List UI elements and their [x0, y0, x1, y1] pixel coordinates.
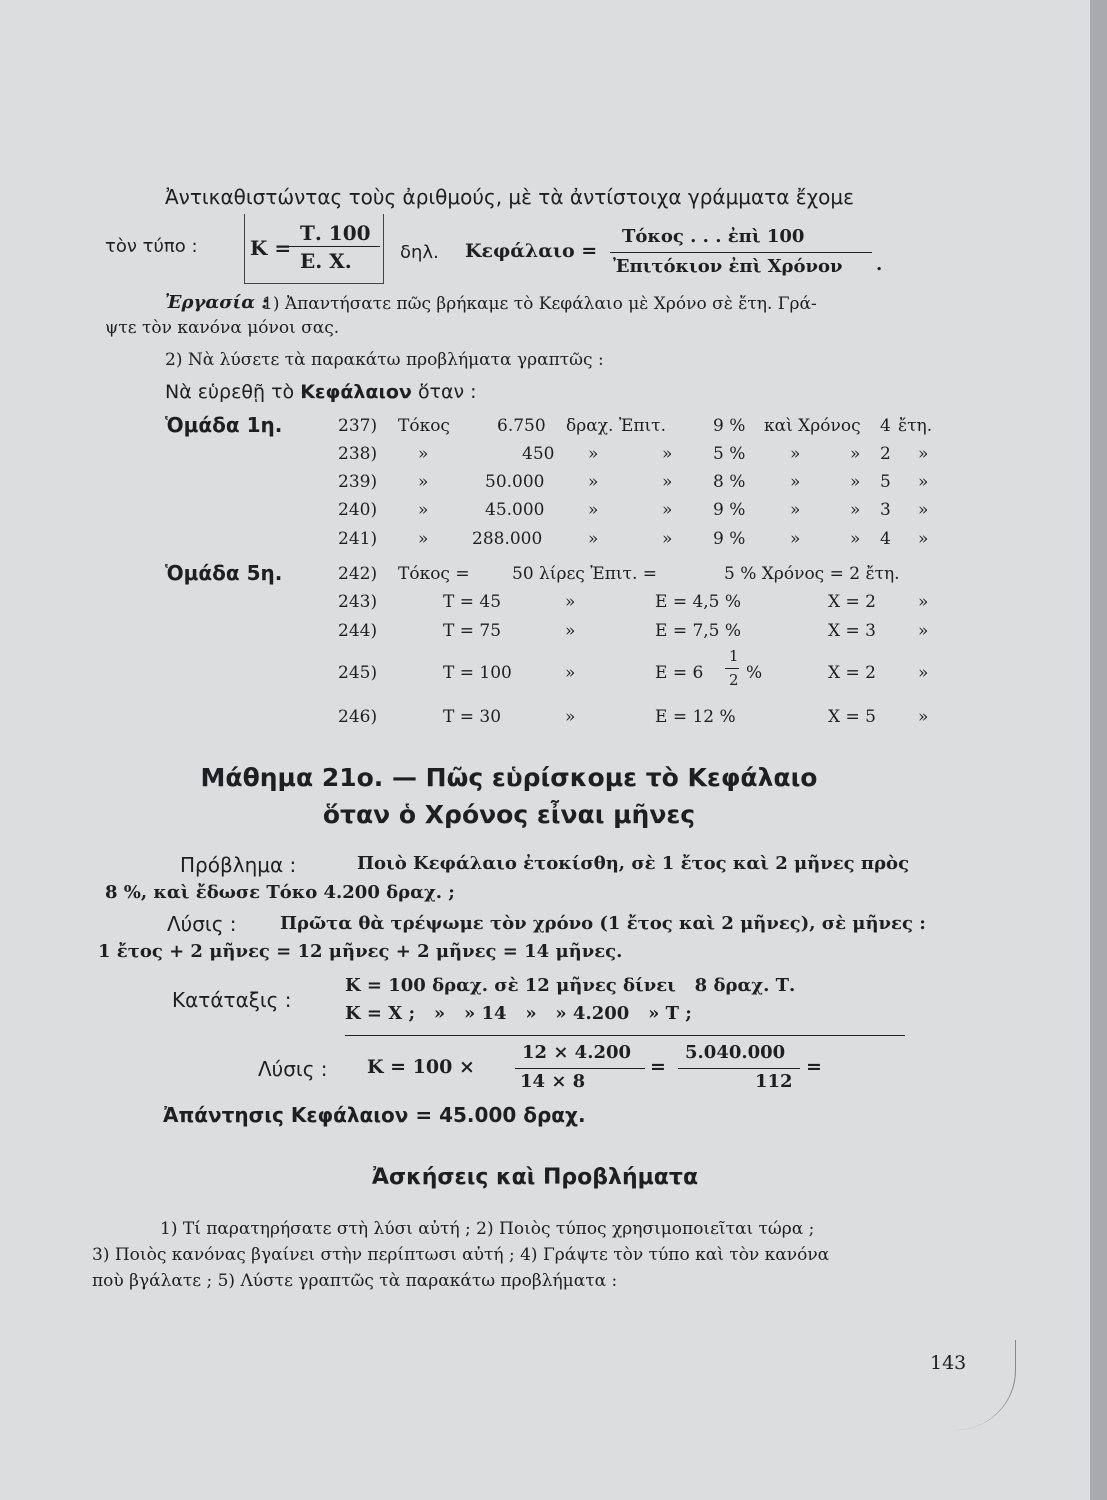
formula-box-denominator: Ε. Χ. — [300, 249, 352, 273]
arrangement-row-1: Κ = 100 δραχ. σὲ 12 μῆνες δίνει 8 δραχ. Τ. — [345, 975, 796, 996]
solution2-lhs: Κ = 100 × — [367, 1056, 475, 1078]
task-label: Ἐργασία : — [165, 292, 268, 313]
solution1-line-1: Πρῶτα θὰ τρέψωμε τὸν χρόνο (1 ἔτος καὶ 2 μῆνες), σὲ μῆνες : — [280, 913, 926, 934]
solution2-label: Λύσις : — [258, 1057, 328, 1081]
exercises-line-2: 3) Ποιὸς κανόνας βγαίνει στὴν περίπτωσι αὐτή ; 4) Γράψτε τὸν τύπο καὶ τὸν κανόνα — [92, 1245, 830, 1265]
problem-label: Πρόβλημα : — [180, 853, 297, 877]
group1-label: Ὁμάδα 1η. — [165, 413, 283, 437]
formula-denominator: Ἐπιτόκιον ἐπὶ Χρόνον — [613, 256, 843, 277]
answer: Ἀπάντησις Κεφάλαιον = 45.000 δραχ. — [163, 1103, 586, 1127]
problem-line-2: 8 %, καὶ ἔδωσε Τόκο 4.200 δραχ. ; — [105, 882, 455, 903]
exercises-title: Ἀσκήσεις καὶ Προβλήματα — [371, 1165, 699, 1190]
solution2-frac1-bar — [515, 1068, 645, 1069]
formula-box-k: Κ = — [250, 236, 292, 260]
solution2-frac1-denominator: 14 × 8 — [520, 1071, 586, 1092]
task-line-1: 1) Ἀπαντήσατε πῶς βρήκαμε τὸ Κεφάλαιο μὲ Χρόνο σὲ ἔτη. Γρά- — [262, 294, 817, 314]
formula-prefix: τὸν τύπο : — [105, 236, 198, 257]
solution1-label: Λύσις : — [167, 912, 237, 936]
formula-box-right — [383, 214, 384, 284]
task-line-4: Νὰ εὑρεθῇ τὸ Κεφάλαιον ὅταν : — [165, 381, 477, 403]
formula-box-numerator: Τ. 100 — [300, 221, 371, 245]
problem-line-1: Ποιὸ Κεφάλαιο ἐτοκίσθη, σὲ 1 ἔτος καὶ 2 μῆνες πρὸς — [357, 853, 910, 874]
intro-line: Ἀντικαθιστώντας τοὺς ἀριθμούς, μὲ τὰ ἀντίστοιχα γράμματα ἔχομε — [165, 185, 854, 209]
page-curl-mark — [955, 1340, 1016, 1430]
formula-box-bottom — [244, 283, 383, 284]
formula-box-fraction-bar — [288, 246, 380, 247]
task-line-3: 2) Νὰ λύσετε τὰ παρακάτω προβλήματα γραπτῶς : — [165, 350, 604, 370]
solution2-frac2-denominator: 112 — [755, 1071, 793, 1092]
formula-box-left — [244, 214, 245, 284]
exercises-line-1: 1) Τί παρατηρήσατε στὴ λύσι αὐτή ; 2) Ποιὸς τύπος χρησιμοποιεῖται τώρα ; — [160, 1219, 815, 1239]
solution2-eq-1: = — [650, 1056, 666, 1078]
book-page: Ἀντικαθιστώντας τοὺς ἀριθμούς, μὲ τὰ ἀντίστοιχα γράμματα ἔχομε τὸν τύπο : Κ = Τ. 100 Ε. Χ. δηλ. Κεφάλαιο = Τόκος . . . ἐπὶ 100 Ἐπιτόκιον ἐπὶ Χρόνον . Ἐργασία : 1) Ἀπαντήσατε πῶς βρήκαμε τὸ Κεφάλαιο μὲ Χρόνο σὲ ἔτη. Γρά- ψτε τὸν κανόνα μόνοι σας. 2) Νὰ λύσετε τὰ παρακάτω προβλήματα γραπτῶς : Νὰ εὑρεθῇ τὸ Κεφάλαιον ὅταν : Ὁμάδα 1η. 237) Τόκος 6.750 δραχ. Ἐπιτ. 9 % καὶ Χρόνος 4 ἔτη. 238) » 450 » » 5 % » » 2 » 239) » 50.000 » » 8 % » » 5 » 240) » 45.000 » » 9 % » » 3 » 241) » 288.000 » » 9 % » » 4 » Ὁμάδα 5η. 242) Τόκος = 50 λίρες Ἐπιτ. = 5 % Χρόνος = 2 ἔτη. 243) Τ = 45 » Ε = 4,5 % Χ = 2 » 244) Τ = 75 » Ε = 7,5 % Χ = 3 » 245) Τ = 100 » Ε = 6 1 2 % Χ = 2 » 246) Τ = 30 » Ε = 12 % Χ = 5 » Μάθημα 21ο. — Πῶς εὑρίσκομε τὸ Κεφάλαιο ὅταν ὁ Χρόνος εἶναι μῆνες Πρόβλημα : Ποιὸ Κεφάλαιο ἐτοκίσθη, σὲ 1 ἔτος καὶ 2 μῆνες πρὸς 8 %, καὶ ἔδωσε Τόκο 4.200 δραχ. ; Λύσις : Πρῶτα θὰ τρέψωμε τὸν χρόνο (1 ἔτος καὶ 2 μῆνες), σὲ μῆνες : 1 ἔτος + 2 μῆνες = 12 μῆνες + 2 μῆνες = 14 μῆνες. Κατάταξις : Κ = 100 δραχ. σὲ 12 μῆνες δίνει 8 δραχ. Τ. Κ = Χ ; » » 14 » » 4.200 » Τ ; Λύσις : Κ = 100 × 12 × 4.200 14 × 8 = 5.040.000 112 = Ἀπάντησις Κεφάλαιον = 45.000 δραχ. Ἀσκήσεις καὶ Προβλήματα 1) Τί παρατηρήσατε στὴ λύσι αὐτή ; 2) Ποιὸς τύπος χρησιμοποιεῖται τώρα ; 3) Ποιὸς κανόνας βγαίνει στὴν περίπτωσι αὐτή ; 4) Γράψτε τὸν τύπο καὶ τὸν κανόνα ποὺ βγάλατε ; 5) Λύστε γραπτῶς τὰ παρακάτω προβλήματα : 143 — [0, 0, 1092, 1500]
arrangement-label: Κατάταξις : — [172, 988, 292, 1012]
formula-fraction-bar — [610, 252, 872, 253]
exercises-line-3: ποὺ βγάλατε ; 5) Λύστε γραπτῶς τὰ παρακάτω προβλήματα : — [92, 1271, 618, 1291]
group5-label: Ὁμάδα 5η. — [165, 561, 283, 585]
formula-period: . — [876, 254, 883, 275]
solution2-frac1-numerator: 12 × 4.200 — [522, 1042, 632, 1063]
lesson-title-line-1: Μάθημα 21ο. — Πῶς εὑρίσκομε τὸ Κεφάλαιο — [200, 763, 818, 792]
arrangement-rule — [345, 1035, 905, 1036]
solution1-line-2: 1 ἔτος + 2 μῆνες = 12 μῆνες + 2 μῆνες = 14 μῆνες. — [98, 941, 623, 962]
formula-dil: δηλ. — [400, 242, 439, 263]
lesson-title-line-2: ὅταν ὁ Χρόνος εἶναι μῆνες — [322, 800, 696, 829]
page-number: 143 — [930, 1352, 967, 1374]
formula-kefalaio-eq: Κεφάλαιο = — [465, 240, 598, 262]
solution2-eq-2: = — [806, 1056, 822, 1078]
book-edge — [1090, 0, 1107, 1500]
arrangement-row-2: Κ = Χ ; » » 14 » » 4.200 » Τ ; — [345, 1003, 692, 1024]
task-line-2: ψτε τὸν κανόνα μόνοι σας. — [105, 318, 340, 338]
solution2-frac2-bar — [678, 1068, 800, 1069]
formula-numerator: Τόκος . . . ἐπὶ 100 — [622, 226, 805, 247]
solution2-frac2-numerator: 5.040.000 — [685, 1042, 786, 1063]
